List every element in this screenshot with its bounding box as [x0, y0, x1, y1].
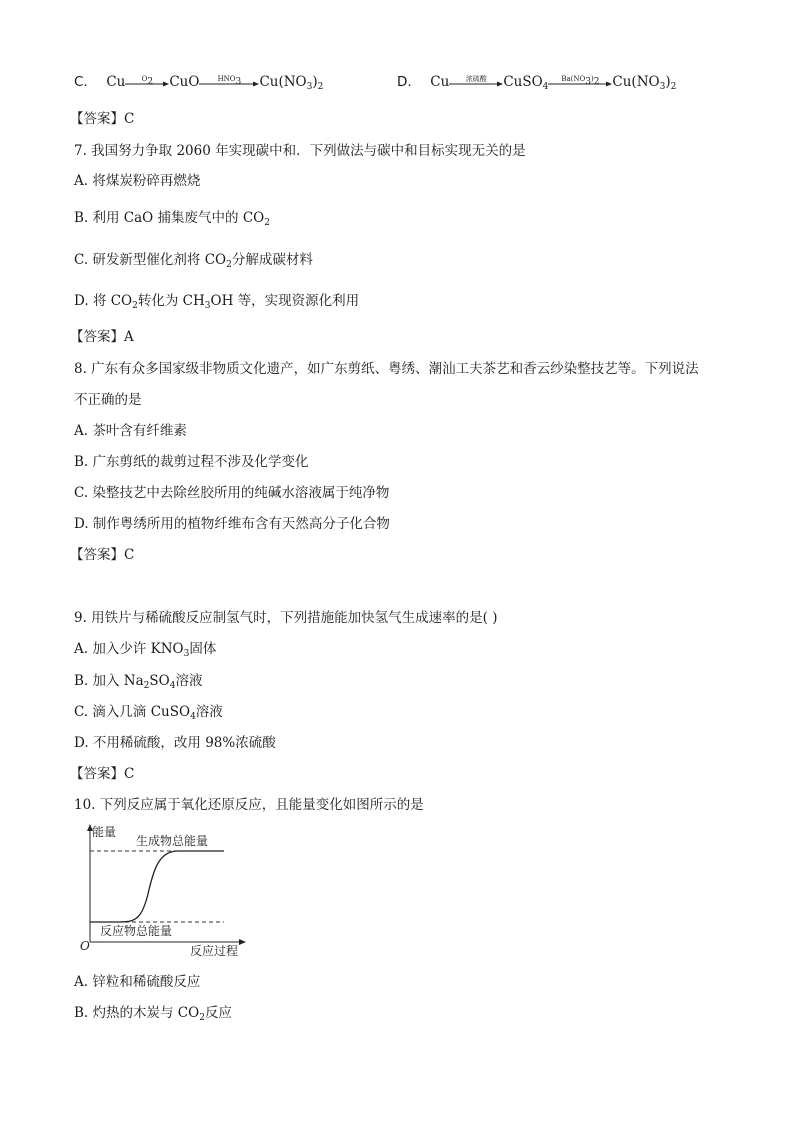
q9-option-d: D. 不用稀硫酸，改用 98%浓硫酸	[74, 735, 276, 751]
q8-answer: 【答案】C	[70, 547, 135, 563]
reaction-arrow-icon: $Ba(NO_3)_2$	[548, 77, 612, 89]
q9-option-a: A. 加入少许 $KNO_3$固体	[74, 641, 217, 659]
q6-option-d	[397, 73, 676, 91]
formula-cuo: CuO	[169, 74, 200, 90]
q6-answer: 【答案】C	[70, 111, 135, 127]
formula-cu-no3-2: $Cu(NO_3)_2$	[259, 74, 324, 92]
formula-cu: Cu	[106, 74, 126, 90]
reactant-energy-label: 反应物总能量	[100, 924, 173, 938]
energy-curve	[90, 851, 224, 922]
formula-cu: Cu	[430, 74, 450, 90]
product-energy-label: 生成物总能量	[136, 834, 209, 848]
x-axis-arrow-icon	[239, 939, 246, 945]
reaction-arrow-icon: 浓硫酸	[449, 77, 503, 89]
q8-option-a: A. 茶叶含有纤维素	[74, 423, 187, 439]
q10-option-a: A. 锌粒和稀硫酸反应	[74, 974, 201, 990]
q10-stem: 10. 下列反应属于氧化还原反应，且能量变化如图所示的是	[74, 797, 424, 813]
q7-option-a: A. 将煤炭粉碎再燃烧	[74, 173, 201, 189]
q7-option-c: C. 研发新型催化剂将 $CO_2$分解成碳材料	[74, 252, 313, 270]
q6-option-c	[74, 73, 323, 91]
option-d-label: D.	[397, 74, 412, 90]
formula-cuso4: CuSO$_4$	[503, 74, 549, 92]
q8-option-d: D. 制作粤绣所用的植物纤维布含有天然高分子化合物	[74, 516, 390, 532]
x-axis-label: 反应过程	[190, 944, 239, 958]
q10-option-b: B. 灼热的木炭与 $CO_2$反应	[74, 1005, 232, 1023]
q9-answer: 【答案】C	[70, 766, 135, 782]
origin-label: O	[80, 939, 90, 953]
q7-option-d: D. 将 $CO_2$转化为 $CH_3OH$ 等，实现资源化利用	[74, 293, 360, 311]
formula-cu-no3-2: $Cu(NO_3)_2$	[612, 74, 677, 92]
q8-stem-line2: 不正确的是	[74, 392, 142, 408]
q8-stem-line1: 8. 广东有众多国家级非物质文化遗产，如广东剪纸、粤绣、潮汕工夫茶艺和香云纱染整技艺等。下列说法	[74, 361, 699, 377]
option-c-label: C.	[74, 74, 88, 90]
q7-option-b: B. 利用 CaO 捕集废气中的 $CO_2$	[74, 210, 270, 228]
q9-option-c: C. 滴入几滴 CuSO$_4$溶液	[74, 704, 223, 722]
reaction-arrow-icon: $O_2$	[125, 77, 169, 89]
q9-option-b: B. 加入 $Na_2SO_4$溶液	[74, 673, 203, 691]
q8-option-c: C. 染整技艺中去除丝胶所用的纯碱水溶液属于纯净物	[74, 485, 390, 501]
q8-option-b: B. 广东剪纸的裁剪过程不涉及化学变化	[74, 454, 309, 470]
reaction-arrow-icon: $HNO_3$	[199, 77, 259, 89]
y-axis-label: 能量	[92, 825, 117, 839]
energy-diagram	[78, 822, 253, 962]
q7-stem: 7. 我国努力争取 2060 年实现碳中和．下列做法与碳中和目标实现无关的是	[74, 143, 526, 159]
q9-stem: 9. 用铁片与稀硫酸反应制氢气时，下列措施能加快氢气生成速率的是( )	[74, 610, 498, 626]
q7-answer: 【答案】A	[70, 329, 134, 345]
